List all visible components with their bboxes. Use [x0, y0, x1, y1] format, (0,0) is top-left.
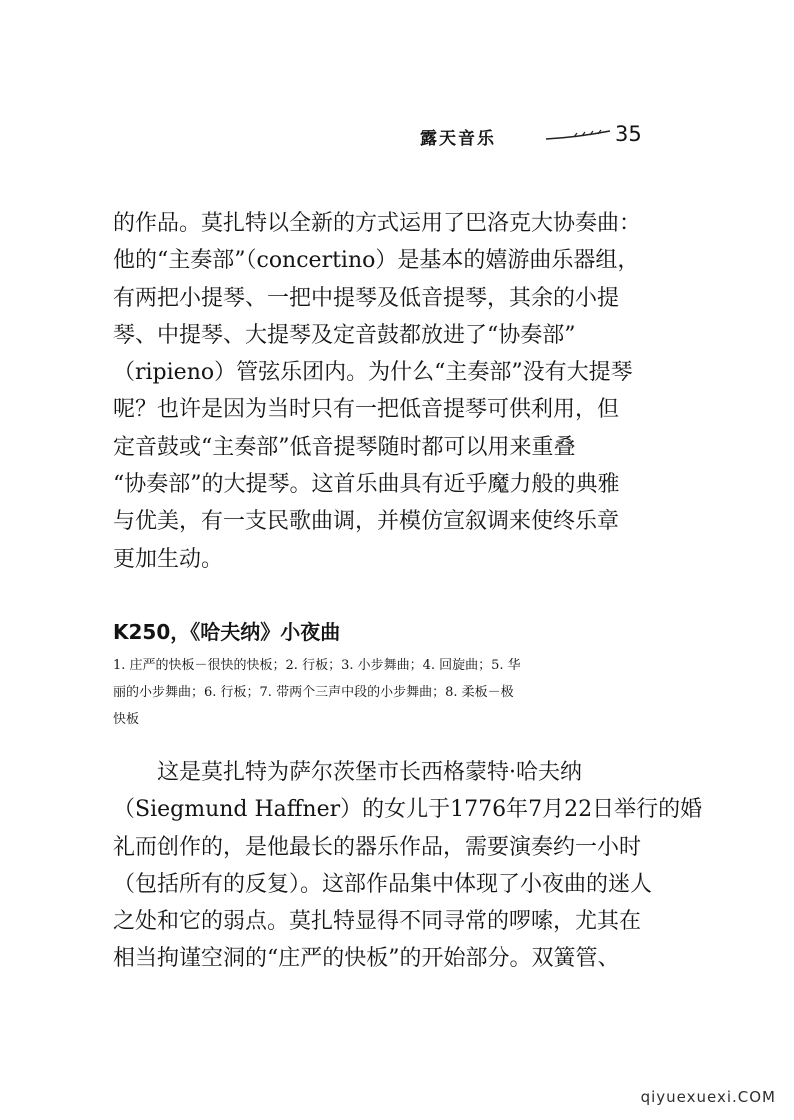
text-line: “协奏部”的大提琴。这首乐曲具有近乎魔力般的典雅	[113, 472, 620, 498]
intro-paragraph	[113, 205, 669, 578]
section-heading: K250，《哈夫纳》小夜曲	[113, 620, 341, 644]
text-line: 的作品。莫扎特以全新的方式运用了巴洛克大协奏曲：	[113, 211, 642, 236]
site-watermark: qiyuexuexi.COM	[640, 1088, 776, 1106]
text-line: 琴、中提琴、大提琴及定音鼓都放进了“协奏部”	[113, 322, 576, 348]
running-head-title: 露天音乐	[420, 129, 496, 149]
text-line: 之处和它的弱点。莫扎特显得不同寻常的啰嗦，尤其在	[113, 909, 642, 935]
text-line: 定音鼓或“主奏部”低音提琴随时都可以用来重叠	[113, 434, 576, 460]
text-line: 这是莫扎特为萨尔茨堡市长西格蒙特·哈夫纳	[113, 760, 582, 785]
body-paragraph	[113, 754, 703, 978]
decorative-flourish-icon	[544, 128, 614, 142]
movements-line: 快板	[113, 712, 140, 727]
text-line: （包括所有的反复）。这部作品集中体现了小夜曲的迷人	[113, 871, 653, 897]
text-line: 礼而创作的，是他最长的器乐作品，需要演奏约一小时	[113, 834, 642, 860]
text-line: 更加生动。	[113, 546, 224, 572]
text-line: 与优美，有一支民歌曲调，并模仿宣叙调来使终乐章	[113, 509, 620, 535]
movements-list	[113, 652, 673, 733]
running-head	[420, 124, 660, 152]
text-line: 有两把小提琴、一把中提琴及低音提琴，其余的小提	[113, 285, 620, 311]
text-line: 呢？也许是因为当时只有一把低音提琴可供利用，但	[113, 397, 620, 423]
text-line: 他的“主奏部”（concertino）是基本的嬉游曲乐器组，	[113, 248, 640, 274]
text-line: （Siegmund Haffner）的女儿于1776年7月22日举行的婚	[113, 797, 703, 823]
movements-line: 丽的小步舞曲；6. 行板；7. 带两个三声中段的小步舞曲；8. 柔板－极	[113, 685, 514, 700]
text-line: （ripieno）管弦乐团内。为什么“主奏部”没有大提琴	[113, 360, 633, 386]
page-number: 35	[615, 122, 642, 146]
movements-line: 1. 庄严的快板－很快的快板；2. 行板；3. 小步舞曲；4. 回旋曲；5. 华	[113, 658, 521, 673]
text-line: 相当拘谨空洞的“庄严的快板”的开始部分。双簧管、	[113, 946, 620, 972]
